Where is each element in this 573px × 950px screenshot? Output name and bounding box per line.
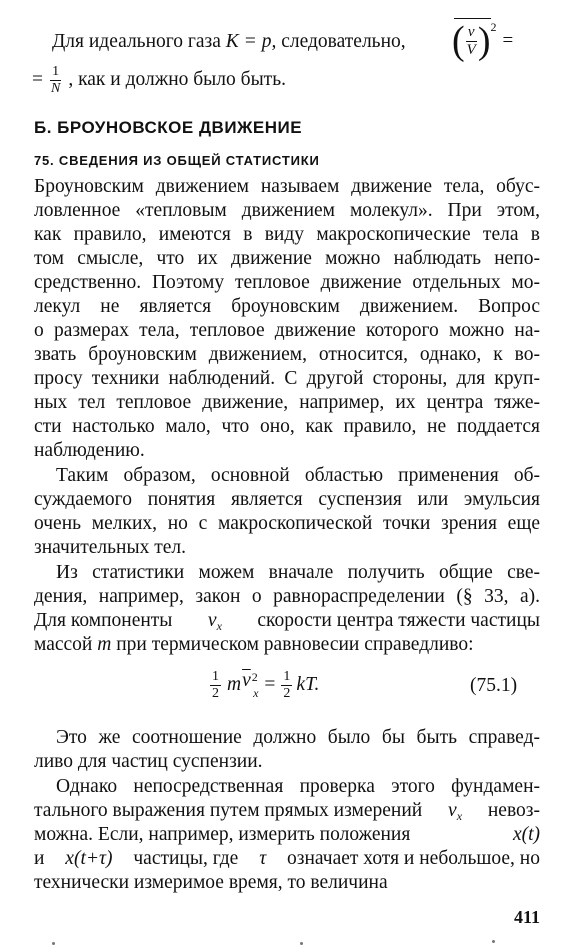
text: массой [34,634,93,655]
p2-line: очень мелких, но с макроскопической точки зрения еще [34,513,540,534]
speck [300,942,303,945]
equation-75-1 [210,662,319,708]
p1-line: ловленное «тепловым движением молекул». При этом, [34,200,540,221]
p1-line: как правило, имеются в виду макроскопические тела в [34,224,540,245]
p5-line-5: технически измеримое время, то величина [34,872,388,893]
p1-last-line: наблюдению. [34,440,145,461]
top-word: следовательно, [281,31,406,52]
p5-line: Однако непосредственная проверка этого фундамен- [56,776,540,797]
eq-sign-2: = [32,69,43,90]
speck [52,942,55,945]
paren-open: ( [452,18,465,64]
xt: x(t) [512,824,540,845]
vx-squared [242,671,258,699]
frac-den: V [466,41,476,58]
den: 2 [212,685,219,701]
p1-line: средственно. Поэтому тепловое движение отдельных мо- [34,272,540,293]
p1-line: том смысле, что их движение можно наблюдать непо- [34,248,540,269]
text: означает хотя и небольшое, но [287,848,540,869]
exponent: 2 [490,20,497,34]
p1-line: лекул не является броуновским движением. Вопрос [34,296,540,317]
p2-last-line: значительных тел. [34,537,187,558]
text: скорости центра тяжести частицы [257,610,540,631]
kT: kT. [296,674,320,695]
text: Для компоненты [34,610,173,631]
x-sub: x [456,809,463,823]
half-2 [281,670,292,701]
text: при термическом равновесии справедливо: [116,634,474,655]
top-text: Для идеального газа [52,31,221,52]
top-line-1 [52,30,406,54]
overline [454,18,491,19]
x-sub: x [216,619,222,633]
v-over-V [465,25,478,58]
frac-num: v [467,23,475,40]
num: 1 [212,668,219,684]
text: можна. Если, например, измерить положения [34,824,411,845]
subsection-title: 75. СВЕДЕНИЯ ИЗ ОБЩЕЙ СТАТИСТИКИ [34,153,320,168]
p3-line-4 [34,633,474,657]
p1-line: Броуновским движением называем движение тела, обус- [34,176,540,197]
sub: x [253,685,259,700]
half [210,670,221,701]
m: m [227,674,242,695]
p4-line: Это же соотношение должно было бы быть справед- [56,727,540,748]
p5-line-3 [34,823,540,847]
p2-line: суждаемого понятия является суспензия или эмульсия [34,489,540,510]
top-formula: K = p, [225,31,277,52]
one-over-N [49,65,62,96]
p1-line: звать броуновским движением, относится, однако, к во- [34,344,540,365]
top-bracket-formula [452,18,513,64]
eq: = [264,674,276,695]
den-N: N [51,80,61,96]
equation-number: (75.1) [470,675,518,696]
speck [492,940,495,943]
v: v [207,610,217,631]
p1-line: сти настолько мало, что оно, как правило, не поддается [34,416,540,437]
m: m [97,634,112,655]
p3-line: дения, например, закон о равнораспределении (§ 33, а). [34,586,540,607]
paren-close: ) [477,20,491,62]
top-text-2: , как и должно было быть. [68,69,286,90]
section-title: Б. БРОУНОВСКОЕ ДВИЖЕНИЕ [34,118,303,137]
p3-line: Из статистики можем вначале получить общие све- [56,562,540,583]
den: 2 [283,685,291,701]
v: v [448,800,457,821]
p1-line: ных тел тепловое движение, например, их центра тяже- [34,392,540,413]
eq-sign: = [502,30,514,51]
p2-line: Таким образом, основной областью применения об- [56,465,540,486]
page-number: 411 [514,907,541,927]
sup: 2 [251,670,258,685]
num: 1 [283,668,291,684]
v: $\overline{v}$ [242,670,251,692]
p5-line-4 [34,847,540,871]
num-1: 1 [52,63,60,79]
text: тального выражения путем прямых измерений [34,800,423,821]
p1-line: просу техники наблюдений. С другой стороны, для круп- [34,368,540,389]
text: частицы, где [133,848,239,869]
top-line-2 [32,60,286,100]
p4-last-line: ливо для частиц суспензии. [34,751,263,772]
tau: τ [259,848,267,869]
text: и [34,848,45,869]
xt-tau: x(t+τ) [65,848,113,869]
text: невоз- [487,800,540,821]
p1-line: о размерах тела, тепловое движение которого можно на- [34,320,540,341]
